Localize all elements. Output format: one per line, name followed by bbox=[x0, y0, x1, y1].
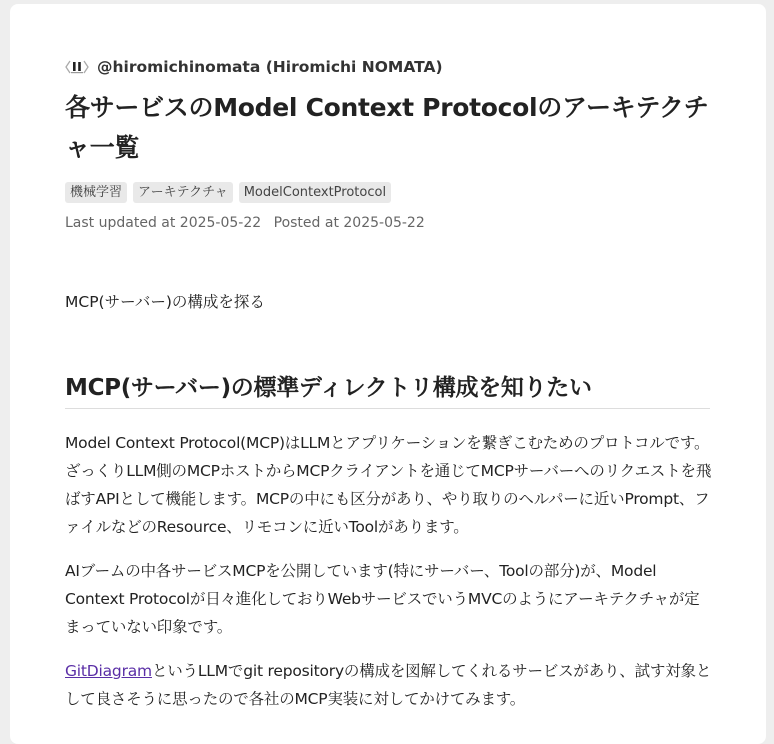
intro-text: MCP(サーバー)の構成を探る bbox=[65, 293, 265, 311]
author-row[interactable] bbox=[65, 56, 443, 78]
last-updated-date: Last updated at 2025-05-22 bbox=[65, 215, 262, 231]
tag-list bbox=[65, 182, 391, 203]
paragraph-gitdiagram bbox=[65, 657, 713, 713]
article-title: 各サービスのModel Context Protocolのアーキテクチャ一覧 bbox=[65, 93, 709, 162]
tag-model-context-protocol[interactable]: ModelContextProtocol bbox=[239, 182, 391, 203]
author-name[interactable]: @hiromichinomata (Hiromichi NOMATA) bbox=[97, 58, 443, 76]
tag-architecture[interactable]: アーキテクチャ bbox=[133, 182, 233, 203]
tag-machine-learning[interactable]: 機械学習 bbox=[65, 182, 127, 203]
user-avatar-icon[interactable] bbox=[65, 56, 89, 78]
posted-date: Posted at 2025-05-22 bbox=[273, 215, 425, 231]
article-card bbox=[10, 4, 766, 744]
paragraph-mcp-overview: Model Context Protocol(MCP)はLLMとアプリケーションを繋ぎこむためのプロトコルです。ざっくりLLM側のMCPホストからMCPクライアントを通じてMCPサーバーへのリクエストを飛ばすAPIとして機能します。MCPの中にも区分があり、やり取りのヘルパーに近いPrompt、ファイルなどのResource、リモコンに近いToolがあります。 bbox=[65, 434, 712, 536]
paragraph-ai-boom: AIブームの中各サービスMCPを公開しています(特にサーバー、Toolの部分)が、Model Context Protocolが日々進化しておりWebサービスでいうMVCのようにアーキテクチャが定まっていない印象です。 bbox=[65, 562, 700, 636]
section-heading: MCP(サーバー)の標準ディレクトリ構成を知りたい bbox=[65, 368, 710, 409]
gitdiagram-link[interactable]: GitDiagram bbox=[65, 662, 152, 680]
article-dates bbox=[65, 215, 425, 231]
paragraph-gitdiagram-text: というLLMでgit repositoryの構成を図解してくれるサービスがあり、試す対象として良さそうに思ったので各社のMCP実装に対してかけてみます。 bbox=[65, 662, 712, 708]
